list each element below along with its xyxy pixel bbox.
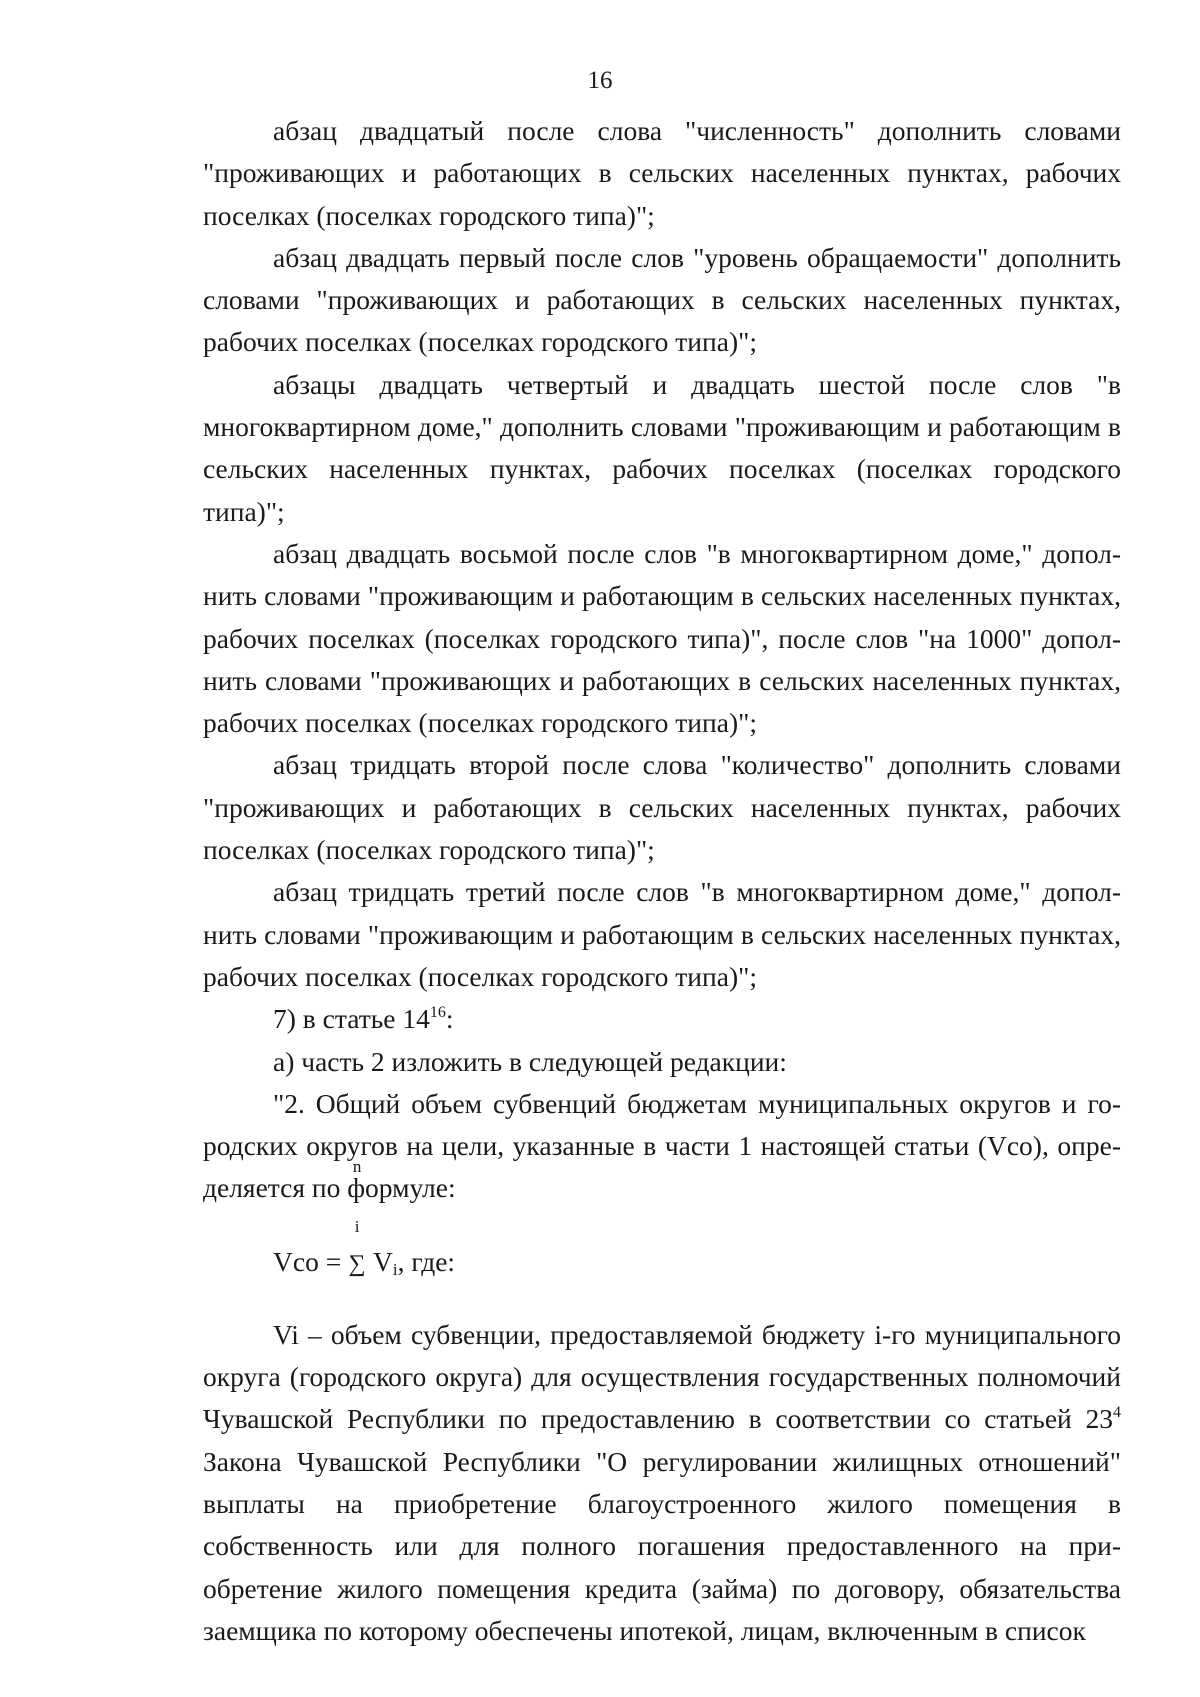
article-item-prefix: 7) в статье 14 — [273, 1003, 430, 1035]
part-item: а) часть 2 изложить в следующей редакции: — [273, 1045, 787, 1077]
paragraph-6: абзац тридцать третий после слов "в многоквартирном доме," дополнить словами "проживающим и работающим в сельских населенных пунктах, рабочих поселках (поселках городского типа)"; — [203, 876, 1121, 992]
formula — [203, 1156, 1121, 1314]
document-body — [203, 110, 1121, 1652]
paragraph-4: абзац двадцать восьмой после слов "в многоквартирном доме," дополнить словами "проживающим и работающим в сельских населенных пунктах, рабочих поселках (поселках городского типа)", после слов "на 1000" дополнить словами "проживающих и работающих в сельских населенных пунктах, рабочих поселках (поселках городского типа)"; — [203, 537, 1121, 739]
article-item-superscript: 16 — [429, 1004, 446, 1022]
article-item — [203, 998, 1121, 1040]
definition-part-2: Закона Чувашской Республики "О регулировании жилищных отношений" выплаты на приобретение благоустроенного жилого помещения в собственность или для полного погашения предоставленного на приобретение жилого помещения кредита (займа) по договору, обязательства заемщика по которому обеспечены ипотекой, лицам, включенным в список — [203, 1445, 1121, 1646]
definition-superscript: 4 — [1113, 1404, 1121, 1422]
definition-part-1: Vi – объем субвенции, предоставляемой бюджету i-го муниципального округа (городского округа) для осуществления государственных полномочий Чувашской Республики по предоставлению в соответствии со статьей 23 — [203, 1318, 1121, 1435]
formula-term: V — [366, 1245, 393, 1277]
summation — [348, 1156, 366, 1316]
definition-paragraph — [203, 1314, 1121, 1652]
formula-tail: , где: — [397, 1245, 456, 1277]
article-item-suffix: : — [445, 1003, 454, 1035]
sigma-symbol: ∑ — [348, 1250, 366, 1277]
formula-lhs: Vсо = — [273, 1245, 349, 1277]
formula-term-subscript: i — [392, 1259, 398, 1279]
sum-lower-limit: i — [354, 1216, 360, 1236]
sum-upper-limit: n — [352, 1156, 362, 1176]
paragraph-3: абзацы двадцать четвертый и двадцать шестой после слов "в многоквартирном доме," дополнить словами "проживающим и работающим в сельских населенных пунктах, рабочих поселках (поселках городского типа)"; — [203, 368, 1121, 527]
paragraph-1: абзац двадцатый после слова "численность" дополнить словами "проживающих и работающих в сельских населенных пунктах, рабочих поселках (поселках городского типа)"; — [203, 115, 1121, 231]
paragraph-2: абзац двадцать первый после слов "уровень обращаемости" дополнить словами "проживающих и работающих в сельских населенных пунктах, рабочих поселках (поселках городского типа)"; — [203, 241, 1121, 358]
paragraph-5: абзац тридцать второй после слова "количество" дополнить словами "проживающих и работающих в сельских населенных пунктах, рабочих поселках (поселках городского типа)"; — [203, 749, 1121, 866]
page-number: 16 — [587, 67, 613, 94]
quote-paragraph: "2. Общий объем субвенций бюджетам муниципальных округов и городских округов на цели, указанные в части 1 настоящей статьи (Vсо), определяется по формуле: — [203, 1087, 1121, 1204]
